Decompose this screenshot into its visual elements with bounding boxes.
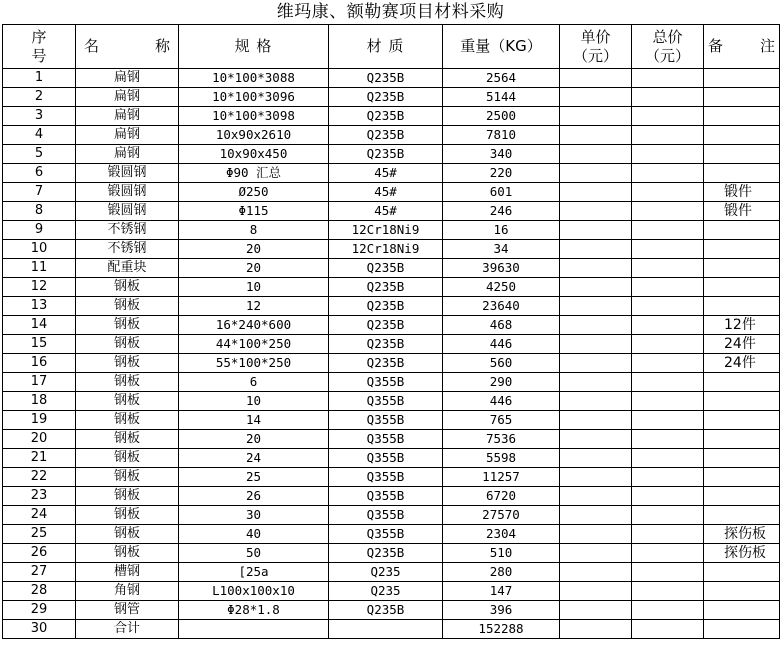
- cell-weight[interactable]: 396: [443, 601, 560, 620]
- cell-spec[interactable]: 26: [179, 487, 329, 506]
- cell-material[interactable]: Q235B: [329, 69, 443, 88]
- cell-weight[interactable]: 11257: [443, 468, 560, 487]
- cell-material[interactable]: Q235: [329, 582, 443, 601]
- cell-spec[interactable]: 20: [179, 259, 329, 278]
- cell-total-price[interactable]: [632, 525, 704, 544]
- cell-material[interactable]: Q355B: [329, 430, 443, 449]
- cell-unit-price[interactable]: [560, 582, 632, 601]
- cell-total-price[interactable]: [632, 164, 704, 183]
- cell-spec[interactable]: Φ90 汇总: [179, 164, 329, 183]
- cell-note[interactable]: [704, 221, 780, 240]
- header-no-line2: 号: [31, 46, 47, 65]
- cell-spec[interactable]: 55*100*250: [179, 354, 329, 373]
- cell-unit-price[interactable]: [560, 107, 632, 126]
- cell-weight[interactable]: 246: [443, 202, 560, 221]
- header-material[interactable]: 材 质: [329, 25, 443, 69]
- cell-no[interactable]: 27: [3, 563, 76, 582]
- cell-weight[interactable]: 560: [443, 354, 560, 373]
- cell-no[interactable]: 30: [3, 620, 76, 639]
- cell-unit-price[interactable]: [560, 544, 632, 563]
- cell-name[interactable]: 钢板: [76, 278, 179, 297]
- header-row: [3, 25, 780, 69]
- cell-weight[interactable]: 446: [443, 392, 560, 411]
- cell-material[interactable]: Q355B: [329, 487, 443, 506]
- cell-total-price[interactable]: [632, 620, 704, 639]
- cell-unit-price[interactable]: [560, 525, 632, 544]
- table-row: [3, 620, 780, 639]
- cell-weight[interactable]: 290: [443, 373, 560, 392]
- cell-spec[interactable]: 10*100*3088: [179, 69, 329, 88]
- cell-total-price[interactable]: [632, 69, 704, 88]
- cell-unit-price[interactable]: [560, 487, 632, 506]
- cell-no[interactable]: 13: [3, 297, 76, 316]
- cell-total-price[interactable]: [632, 392, 704, 411]
- cell-name[interactable]: 扁钢: [76, 69, 179, 88]
- cell-total-price[interactable]: [632, 126, 704, 145]
- cell-spec[interactable]: 25: [179, 468, 329, 487]
- cell-weight[interactable]: 510: [443, 544, 560, 563]
- cell-total-price[interactable]: [632, 449, 704, 468]
- table-row: [3, 335, 780, 354]
- header-no-line1: 序: [31, 27, 47, 46]
- cell-total-price[interactable]: [632, 563, 704, 582]
- cell-unit-price[interactable]: [560, 88, 632, 107]
- cell-note[interactable]: [704, 259, 780, 278]
- cell-material[interactable]: Q235B: [329, 354, 443, 373]
- cell-spec[interactable]: 12: [179, 297, 329, 316]
- cell-weight[interactable]: 39630: [443, 259, 560, 278]
- cell-total-price[interactable]: [632, 335, 704, 354]
- table-body: [3, 69, 780, 639]
- cell-no[interactable]: 17: [3, 373, 76, 392]
- cell-name[interactable]: 不锈钢: [76, 221, 179, 240]
- cell-weight[interactable]: 16: [443, 221, 560, 240]
- table-row: [3, 221, 780, 240]
- cell-unit-price[interactable]: [560, 373, 632, 392]
- cell-no[interactable]: 18: [3, 392, 76, 411]
- cell-no[interactable]: 28: [3, 582, 76, 601]
- cell-note[interactable]: [704, 373, 780, 392]
- sheet-title: 维玛康、额勒赛项目材料采购: [276, 2, 505, 22]
- cell-note[interactable]: [704, 468, 780, 487]
- cell-no[interactable]: 11: [3, 259, 76, 278]
- cell-name[interactable]: 钢管: [76, 601, 179, 620]
- cell-note[interactable]: [704, 107, 780, 126]
- cell-unit-price[interactable]: [560, 126, 632, 145]
- cell-unit-price[interactable]: [560, 183, 632, 202]
- header-weight[interactable]: 重量（KG）: [443, 25, 560, 69]
- table-row: [3, 107, 780, 126]
- cell-note[interactable]: [704, 164, 780, 183]
- cell-name[interactable]: 钢板: [76, 354, 179, 373]
- cell-note[interactable]: [704, 126, 780, 145]
- cell-name[interactable]: 合计: [76, 620, 179, 639]
- cell-name[interactable]: 钢板: [76, 449, 179, 468]
- cell-note[interactable]: 24件: [704, 335, 780, 354]
- table-row: [3, 601, 780, 620]
- cell-no[interactable]: 29: [3, 601, 76, 620]
- table-row: [3, 354, 780, 373]
- cell-weight[interactable]: 34: [443, 240, 560, 259]
- cell-name[interactable]: 钢板: [76, 487, 179, 506]
- table-row: [3, 164, 780, 183]
- table-row: [3, 430, 780, 449]
- cell-weight[interactable]: 280: [443, 563, 560, 582]
- header-spec[interactable]: 规 格: [179, 25, 329, 69]
- header-no[interactable]: [3, 25, 76, 69]
- cell-spec[interactable]: 44*100*250: [179, 335, 329, 354]
- cell-material[interactable]: Q355B: [329, 449, 443, 468]
- cell-no[interactable]: 19: [3, 411, 76, 430]
- header-note[interactable]: 备 注: [704, 25, 780, 69]
- cell-total-price[interactable]: [632, 601, 704, 620]
- cell-spec[interactable]: 10*100*3096: [179, 88, 329, 107]
- cell-no[interactable]: 14: [3, 316, 76, 335]
- table-row: [3, 69, 780, 88]
- cell-total-price[interactable]: [632, 582, 704, 601]
- cell-note[interactable]: 探伤板: [704, 544, 780, 563]
- cell-unit-price[interactable]: [560, 316, 632, 335]
- cell-name[interactable]: 角钢: [76, 582, 179, 601]
- cell-unit-price[interactable]: [560, 145, 632, 164]
- cell-name[interactable]: 钢板: [76, 335, 179, 354]
- cell-spec[interactable]: 10: [179, 392, 329, 411]
- cell-spec[interactable]: Φ28*1.8: [179, 601, 329, 620]
- cell-no[interactable]: 22: [3, 468, 76, 487]
- header-total-price-line1: 总价: [652, 27, 683, 46]
- cell-note[interactable]: [704, 69, 780, 88]
- table-row: [3, 449, 780, 468]
- cell-name[interactable]: 锻圆钢: [76, 183, 179, 202]
- cell-material[interactable]: Q235B: [329, 259, 443, 278]
- cell-weight[interactable]: 23640: [443, 297, 560, 316]
- cell-no[interactable]: 26: [3, 544, 76, 563]
- cell-spec[interactable]: Φ115: [179, 202, 329, 221]
- cell-weight[interactable]: 765: [443, 411, 560, 430]
- cell-weight[interactable]: 147: [443, 582, 560, 601]
- cell-total-price[interactable]: [632, 240, 704, 259]
- cell-material[interactable]: Q355B: [329, 525, 443, 544]
- cell-note[interactable]: [704, 278, 780, 297]
- cell-name[interactable]: 扁钢: [76, 107, 179, 126]
- cell-note[interactable]: [704, 392, 780, 411]
- materials-table: [2, 24, 780, 639]
- cell-spec[interactable]: 40: [179, 525, 329, 544]
- cell-total-price[interactable]: [632, 468, 704, 487]
- table-row: [3, 240, 780, 259]
- cell-unit-price[interactable]: [560, 278, 632, 297]
- cell-material[interactable]: 45#: [329, 202, 443, 221]
- cell-weight[interactable]: 446: [443, 335, 560, 354]
- cell-no[interactable]: 15: [3, 335, 76, 354]
- cell-note[interactable]: [704, 449, 780, 468]
- cell-unit-price[interactable]: [560, 430, 632, 449]
- cell-total-price[interactable]: [632, 487, 704, 506]
- cell-no[interactable]: 10: [3, 240, 76, 259]
- cell-no[interactable]: 2: [3, 88, 76, 107]
- cell-weight[interactable]: 468: [443, 316, 560, 335]
- table-row: [3, 544, 780, 563]
- cell-note[interactable]: [704, 601, 780, 620]
- cell-weight[interactable]: 5598: [443, 449, 560, 468]
- cell-name[interactable]: 钢板: [76, 506, 179, 525]
- header-total-price-line2: （元）: [644, 46, 690, 65]
- cell-spec[interactable]: 20: [179, 240, 329, 259]
- cell-no[interactable]: 25: [3, 525, 76, 544]
- cell-material[interactable]: 12Cr18Ni9: [329, 221, 443, 240]
- table-row: [3, 316, 780, 335]
- cell-name[interactable]: 锻圆钢: [76, 164, 179, 183]
- cell-name[interactable]: 钢板: [76, 544, 179, 563]
- cell-material[interactable]: Q235B: [329, 316, 443, 335]
- cell-material[interactable]: Q355B: [329, 506, 443, 525]
- cell-weight[interactable]: 340: [443, 145, 560, 164]
- cell-note[interactable]: 24件: [704, 354, 780, 373]
- cell-total-price[interactable]: [632, 430, 704, 449]
- cell-no[interactable]: 21: [3, 449, 76, 468]
- cell-material[interactable]: 45#: [329, 164, 443, 183]
- cell-unit-price[interactable]: [560, 392, 632, 411]
- table-row: [3, 392, 780, 411]
- cell-name[interactable]: 扁钢: [76, 88, 179, 107]
- cell-material[interactable]: Q235B: [329, 88, 443, 107]
- header-unit-price[interactable]: [560, 25, 632, 69]
- cell-weight[interactable]: 2304: [443, 525, 560, 544]
- cell-spec[interactable]: 6: [179, 373, 329, 392]
- cell-name[interactable]: 钢板: [76, 392, 179, 411]
- cell-total-price[interactable]: [632, 544, 704, 563]
- cell-total-price[interactable]: [632, 259, 704, 278]
- cell-name[interactable]: 钢板: [76, 411, 179, 430]
- table-row: [3, 278, 780, 297]
- cell-total-price[interactable]: [632, 297, 704, 316]
- cell-name[interactable]: 钢板: [76, 316, 179, 335]
- cell-total-price[interactable]: [632, 183, 704, 202]
- cell-note[interactable]: [704, 145, 780, 164]
- cell-no[interactable]: 9: [3, 221, 76, 240]
- table-row: [3, 506, 780, 525]
- cell-note[interactable]: 锻件: [704, 202, 780, 221]
- cell-no[interactable]: 23: [3, 487, 76, 506]
- cell-name[interactable]: 钢板: [76, 430, 179, 449]
- cell-note[interactable]: 12件: [704, 316, 780, 335]
- cell-name[interactable]: 钢板: [76, 297, 179, 316]
- cell-spec[interactable]: Ø250: [179, 183, 329, 202]
- cell-no[interactable]: 6: [3, 164, 76, 183]
- table-row: [3, 126, 780, 145]
- cell-note[interactable]: [704, 582, 780, 601]
- cell-unit-price[interactable]: [560, 620, 632, 639]
- header-unit-price-line1: 单价: [580, 27, 611, 46]
- table-row: [3, 88, 780, 107]
- cell-note[interactable]: [704, 240, 780, 259]
- cell-note[interactable]: [704, 487, 780, 506]
- cell-spec[interactable]: 10x90x450: [179, 145, 329, 164]
- header-name[interactable]: 名 称: [76, 25, 179, 69]
- cell-material[interactable]: Q355B: [329, 411, 443, 430]
- cell-unit-price[interactable]: [560, 449, 632, 468]
- cell-total-price[interactable]: [632, 145, 704, 164]
- cell-note[interactable]: [704, 411, 780, 430]
- cell-weight[interactable]: 220: [443, 164, 560, 183]
- cell-material[interactable]: Q235B: [329, 601, 443, 620]
- cell-weight[interactable]: 6720: [443, 487, 560, 506]
- table-row: [3, 582, 780, 601]
- cell-unit-price[interactable]: [560, 164, 632, 183]
- cell-unit-price[interactable]: [560, 468, 632, 487]
- cell-total-price[interactable]: [632, 411, 704, 430]
- cell-unit-price[interactable]: [560, 601, 632, 620]
- table-row: [3, 487, 780, 506]
- cell-name[interactable]: 钢板: [76, 468, 179, 487]
- cell-unit-price[interactable]: [560, 221, 632, 240]
- cell-unit-price[interactable]: [560, 297, 632, 316]
- cell-weight[interactable]: 4250: [443, 278, 560, 297]
- cell-unit-price[interactable]: [560, 563, 632, 582]
- cell-no[interactable]: 12: [3, 278, 76, 297]
- cell-unit-price[interactable]: [560, 354, 632, 373]
- cell-weight[interactable]: 27570: [443, 506, 560, 525]
- cell-total-price[interactable]: [632, 506, 704, 525]
- cell-spec[interactable]: 10x90x2610: [179, 126, 329, 145]
- cell-spec[interactable]: 10: [179, 278, 329, 297]
- cell-material[interactable]: Q235B: [329, 544, 443, 563]
- cell-total-price[interactable]: [632, 373, 704, 392]
- cell-weight[interactable]: 5144: [443, 88, 560, 107]
- cell-material[interactable]: Q235B: [329, 335, 443, 354]
- table-row: [3, 259, 780, 278]
- cell-spec[interactable]: [25a: [179, 563, 329, 582]
- cell-name[interactable]: 槽钢: [76, 563, 179, 582]
- cell-note[interactable]: [704, 430, 780, 449]
- cell-material[interactable]: Q235: [329, 563, 443, 582]
- cell-name[interactable]: 扁钢: [76, 145, 179, 164]
- cell-unit-price[interactable]: [560, 240, 632, 259]
- cell-total-price[interactable]: [632, 221, 704, 240]
- cell-spec[interactable]: 24: [179, 449, 329, 468]
- header-unit-price-line2: （元）: [572, 46, 618, 65]
- cell-material[interactable]: Q235B: [329, 297, 443, 316]
- cell-spec[interactable]: 8: [179, 221, 329, 240]
- cell-total-price[interactable]: [632, 278, 704, 297]
- cell-unit-price[interactable]: [560, 411, 632, 430]
- cell-no[interactable]: 16: [3, 354, 76, 373]
- cell-material[interactable]: [329, 620, 443, 639]
- table-row: [3, 145, 780, 164]
- table-row: [3, 202, 780, 221]
- cell-no[interactable]: 24: [3, 506, 76, 525]
- cell-material[interactable]: Q355B: [329, 392, 443, 411]
- table-row: [3, 183, 780, 202]
- cell-material[interactable]: Q355B: [329, 468, 443, 487]
- table-row: [3, 411, 780, 430]
- cell-spec[interactable]: 16*240*600: [179, 316, 329, 335]
- cell-note[interactable]: 探伤板: [704, 525, 780, 544]
- cell-material[interactable]: 12Cr18Ni9: [329, 240, 443, 259]
- cell-note[interactable]: [704, 620, 780, 639]
- cell-total-price[interactable]: [632, 88, 704, 107]
- cell-material[interactable]: Q355B: [329, 373, 443, 392]
- cell-note[interactable]: [704, 88, 780, 107]
- cell-spec[interactable]: 30: [179, 506, 329, 525]
- cell-weight[interactable]: 7536: [443, 430, 560, 449]
- cell-total-price[interactable]: [632, 202, 704, 221]
- table-row: [3, 468, 780, 487]
- table-row: [3, 373, 780, 392]
- cell-name[interactable]: 锻圆钢: [76, 202, 179, 221]
- cell-spec[interactable]: 20: [179, 430, 329, 449]
- cell-material[interactable]: Q235B: [329, 145, 443, 164]
- cell-spec[interactable]: 14: [179, 411, 329, 430]
- header-total-price[interactable]: [632, 25, 704, 69]
- cell-weight[interactable]: 152288: [443, 620, 560, 639]
- cell-total-price[interactable]: [632, 107, 704, 126]
- cell-total-price[interactable]: [632, 354, 704, 373]
- cell-total-price[interactable]: [632, 316, 704, 335]
- cell-name[interactable]: 不锈钢: [76, 240, 179, 259]
- cell-spec[interactable]: L100x100x10: [179, 582, 329, 601]
- cell-unit-price[interactable]: [560, 335, 632, 354]
- cell-name[interactable]: 扁钢: [76, 126, 179, 145]
- cell-note[interactable]: 锻件: [704, 183, 780, 202]
- cell-note[interactable]: [704, 506, 780, 525]
- cell-name[interactable]: 钢板: [76, 373, 179, 392]
- cell-no[interactable]: 8: [3, 202, 76, 221]
- cell-no[interactable]: 5: [3, 145, 76, 164]
- cell-weight[interactable]: 601: [443, 183, 560, 202]
- cell-spec[interactable]: 50: [179, 544, 329, 563]
- cell-note[interactable]: [704, 297, 780, 316]
- cell-spec[interactable]: [179, 620, 329, 639]
- cell-name[interactable]: 钢板: [76, 525, 179, 544]
- cell-unit-price[interactable]: [560, 69, 632, 88]
- table-row: [3, 297, 780, 316]
- cell-unit-price[interactable]: [560, 202, 632, 221]
- table-row: [3, 563, 780, 582]
- cell-weight[interactable]: 7810: [443, 126, 560, 145]
- cell-unit-price[interactable]: [560, 506, 632, 525]
- cell-spec[interactable]: 10*100*3098: [179, 107, 329, 126]
- cell-no[interactable]: 7: [3, 183, 76, 202]
- cell-weight[interactable]: 2564: [443, 69, 560, 88]
- cell-note[interactable]: [704, 563, 780, 582]
- cell-material[interactable]: Q235B: [329, 126, 443, 145]
- cell-name[interactable]: 配重块: [76, 259, 179, 278]
- table-row: [3, 525, 780, 544]
- cell-material[interactable]: Q235B: [329, 278, 443, 297]
- cell-no[interactable]: 20: [3, 430, 76, 449]
- cell-no[interactable]: 4: [3, 126, 76, 145]
- cell-no[interactable]: 3: [3, 107, 76, 126]
- cell-material[interactable]: 45#: [329, 183, 443, 202]
- cell-weight[interactable]: 2500: [443, 107, 560, 126]
- cell-material[interactable]: Q235B: [329, 107, 443, 126]
- cell-no[interactable]: 1: [3, 69, 76, 88]
- cell-unit-price[interactable]: [560, 259, 632, 278]
